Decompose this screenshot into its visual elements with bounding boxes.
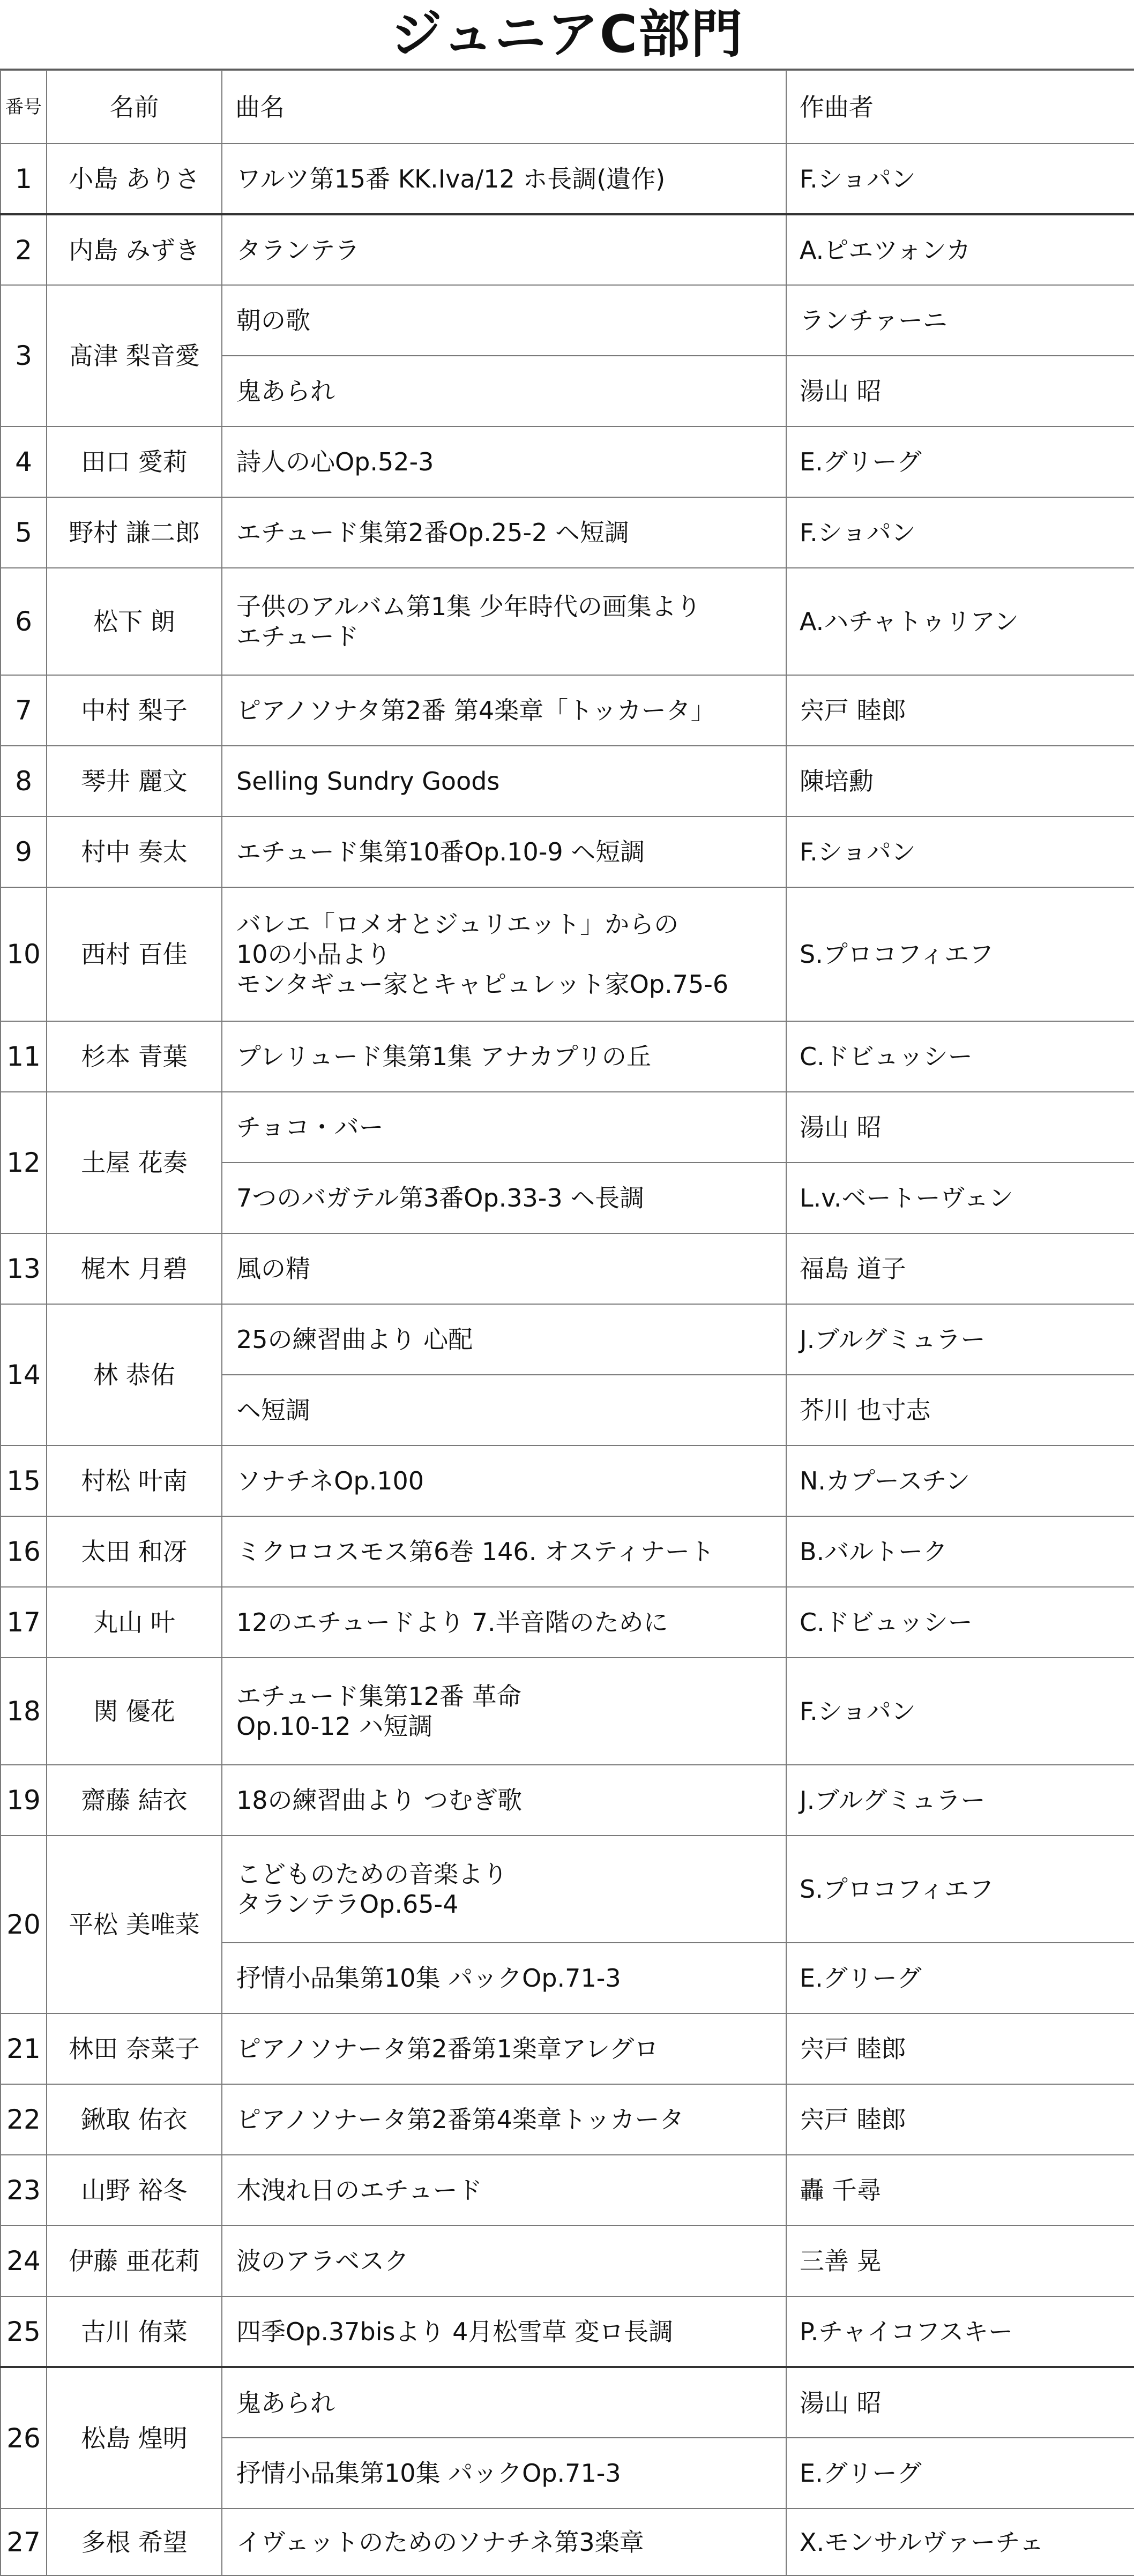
table-row xyxy=(1,2013,1134,2084)
piece-title: 風の精 xyxy=(222,1233,786,1304)
piece-title: ピアノソナータ第2番第1楽章アレグロ xyxy=(222,2013,786,2084)
composer-name: F.ショパン xyxy=(786,497,1134,568)
performer-name: 土屋 花奏 xyxy=(47,1092,222,1233)
table-row xyxy=(1,1836,1134,1943)
composer-name: ランチァーニ xyxy=(786,285,1134,356)
performer-name: 内島 みずき xyxy=(47,214,222,285)
table-row xyxy=(1,2084,1134,2155)
composer-name: F.ショパン xyxy=(786,817,1134,887)
piece-title: 抒情小品集第10集 パックOp.71-3 xyxy=(222,1943,786,2013)
performer-name: 田口 愛莉 xyxy=(47,426,222,497)
entry-number: 3 xyxy=(1,285,47,426)
entry-number: 16 xyxy=(1,1516,47,1587)
composer-name: 湯山 昭 xyxy=(786,2367,1134,2438)
performer-name: 杉本 青葉 xyxy=(47,1021,222,1092)
entry-number: 9 xyxy=(1,817,47,887)
table-row xyxy=(1,1233,1134,1304)
composer-name: A.ピエツォンカ xyxy=(786,214,1134,285)
piece-title: 12のエチュードより 7.半音階のために xyxy=(222,1587,786,1658)
composer-name: E.グリーグ xyxy=(786,1943,1134,2013)
composer-name: J.ブルグミュラー xyxy=(786,1304,1134,1375)
performer-name: 山野 裕冬 xyxy=(47,2155,222,2226)
piece-title: プレリュード集第1集 アナカプリの丘 xyxy=(222,1021,786,1092)
table-row xyxy=(1,2296,1134,2367)
table-row xyxy=(1,285,1134,356)
piece-title: エチュード集第12番 革命 Op.10-12 ハ短調 xyxy=(222,1658,786,1765)
performer-name: 松下 朗 xyxy=(47,568,222,675)
composer-name: 陳培勳 xyxy=(786,746,1134,817)
performer-name: 琴井 麗文 xyxy=(47,746,222,817)
composer-name: 三善 晃 xyxy=(786,2226,1134,2296)
table-row xyxy=(1,1516,1134,1587)
page-title: ジュニアC部門 xyxy=(0,0,1134,70)
entry-number: 21 xyxy=(1,2013,47,2084)
piece-title: 詩人の心Op.52-3 xyxy=(222,426,786,497)
table-row xyxy=(1,887,1134,1021)
piece-title: ミクロコスモス第6巻 146. オスティナート xyxy=(222,1516,786,1587)
composer-name: 湯山 昭 xyxy=(786,1092,1134,1163)
entry-number: 18 xyxy=(1,1658,47,1765)
header-composer: 作曲者 xyxy=(786,70,1134,144)
entry-number: 15 xyxy=(1,1446,47,1516)
piece-title: 7つのバガテル第3番Op.33-3 ヘ長調 xyxy=(222,1163,786,1233)
composer-name: 轟 千尋 xyxy=(786,2155,1134,2226)
table-row xyxy=(1,1658,1134,1765)
piece-title: 抒情小品集第10集 パックOp.71-3 xyxy=(222,2438,786,2508)
piece-title: ピアノソナータ第2番第4楽章トッカータ xyxy=(222,2084,786,2155)
table-row xyxy=(1,1092,1134,1163)
performer-name: 鍬取 佑衣 xyxy=(47,2084,222,2155)
composer-name: C.ドビュッシー xyxy=(786,1587,1134,1658)
composer-name: P.チャイコフスキー xyxy=(786,2296,1134,2367)
piece-title: 25の練習曲より 心配 xyxy=(222,1304,786,1375)
entry-number: 8 xyxy=(1,746,47,817)
header-piece: 曲名 xyxy=(222,70,786,144)
composer-name: J.ブルグミュラー xyxy=(786,1765,1134,1836)
performer-name: 平松 美唯菜 xyxy=(47,1836,222,2013)
table-row xyxy=(1,1021,1134,1092)
entry-number: 1 xyxy=(1,144,47,214)
composer-name: 芥川 也寸志 xyxy=(786,1375,1134,1446)
table-row xyxy=(1,214,1134,285)
table-row xyxy=(1,426,1134,497)
piece-title: チョコ・バー xyxy=(222,1092,786,1163)
composer-name: S.プロコフィエフ xyxy=(786,887,1134,1021)
composer-name: A.ハチャトゥリアン xyxy=(786,568,1134,675)
piece-title: エチュード集第2番Op.25-2 ヘ短調 xyxy=(222,497,786,568)
table-row xyxy=(1,2155,1134,2226)
performer-name: 村松 叶南 xyxy=(47,1446,222,1516)
composer-name: 宍戸 睦郎 xyxy=(786,2084,1134,2155)
entry-number: 13 xyxy=(1,1233,47,1304)
table-row xyxy=(1,144,1134,214)
entry-number: 19 xyxy=(1,1765,47,1836)
performer-name: 古川 侑菜 xyxy=(47,2296,222,2367)
table-row xyxy=(1,1765,1134,1836)
piece-title: ヘ短調 xyxy=(222,1375,786,1446)
performer-name: 伊藤 亜花莉 xyxy=(47,2226,222,2296)
entry-number: 17 xyxy=(1,1587,47,1658)
composer-name: X.モンサルヴァーチェ xyxy=(786,2508,1134,2575)
piece-title: 四季Op.37bisより 4月松雪草 変ロ長調 xyxy=(222,2296,786,2367)
composer-name: 福島 道子 xyxy=(786,1233,1134,1304)
performer-name: 齋藤 結衣 xyxy=(47,1765,222,1836)
table-row xyxy=(1,2226,1134,2296)
piece-title: イヴェットのためのソナチネ第3楽章 xyxy=(222,2508,786,2575)
performer-name: 林 恭佑 xyxy=(47,1304,222,1446)
piece-title: タランテラ xyxy=(222,214,786,285)
performer-name: 小島 ありさ xyxy=(47,144,222,214)
header-number: 番号 xyxy=(1,70,47,144)
piece-title: 波のアラベスク xyxy=(222,2226,786,2296)
table-row xyxy=(1,746,1134,817)
entry-number: 25 xyxy=(1,2296,47,2367)
piece-title: 朝の歌 xyxy=(222,285,786,356)
performer-name: 髙津 梨音愛 xyxy=(47,285,222,426)
piece-title: ワルツ第15番 KK.Iva/12 ホ長調(遺作) xyxy=(222,144,786,214)
table-body xyxy=(1,144,1134,2575)
piece-title: 鬼あられ xyxy=(222,356,786,426)
piece-title: 子供のアルバム第1集 少年時代の画集より エチュード xyxy=(222,568,786,675)
entry-number: 4 xyxy=(1,426,47,497)
table-row xyxy=(1,1587,1134,1658)
composer-name: 宍戸 睦郎 xyxy=(786,2013,1134,2084)
performer-name: 関 優花 xyxy=(47,1658,222,1765)
entry-number: 22 xyxy=(1,2084,47,2155)
entry-number: 24 xyxy=(1,2226,47,2296)
composer-name: 湯山 昭 xyxy=(786,356,1134,426)
piece-title: バレエ「ロメオとジュリエット」からの 10の小品より モンタギュー家とキャピュレット家Op.75-6 xyxy=(222,887,786,1021)
piece-title: エチュード集第10番Op.10-9 ヘ短調 xyxy=(222,817,786,887)
entry-number: 20 xyxy=(1,1836,47,2013)
table-row xyxy=(1,817,1134,887)
composer-name: C.ドビュッシー xyxy=(786,1021,1134,1092)
table-row xyxy=(1,497,1134,568)
composer-name: E.グリーグ xyxy=(786,426,1134,497)
composer-name: S.プロコフィエフ xyxy=(786,1836,1134,1943)
performer-name: 丸山 叶 xyxy=(47,1587,222,1658)
entry-number: 27 xyxy=(1,2508,47,2575)
performer-name: 中村 梨子 xyxy=(47,675,222,746)
entry-number: 2 xyxy=(1,214,47,285)
header-name: 名前 xyxy=(47,70,222,144)
composer-name: N.カプースチン xyxy=(786,1446,1134,1516)
entry-number: 10 xyxy=(1,887,47,1021)
program-table xyxy=(0,70,1134,2576)
performer-name: 太田 和冴 xyxy=(47,1516,222,1587)
piece-title: ピアノソナタ第2番 第4楽章「トッカータ」 xyxy=(222,675,786,746)
composer-name: F.ショパン xyxy=(786,1658,1134,1765)
performer-name: 松島 煌明 xyxy=(47,2367,222,2508)
table-row xyxy=(1,1446,1134,1516)
entry-number: 6 xyxy=(1,568,47,675)
table-row xyxy=(1,568,1134,675)
entry-number: 23 xyxy=(1,2155,47,2226)
piece-title: 木洩れ日のエチュード xyxy=(222,2155,786,2226)
composer-name: 宍戸 睦郎 xyxy=(786,675,1134,746)
entry-number: 5 xyxy=(1,497,47,568)
performer-name: 多根 希望 xyxy=(47,2508,222,2575)
piece-title: 18の練習曲より つむぎ歌 xyxy=(222,1765,786,1836)
entry-number: 14 xyxy=(1,1304,47,1446)
entry-number: 26 xyxy=(1,2367,47,2508)
composer-name: L.v.ベートーヴェン xyxy=(786,1163,1134,1233)
table-row xyxy=(1,1304,1134,1375)
performer-name: 村中 奏太 xyxy=(47,817,222,887)
composer-name: F.ショパン xyxy=(786,144,1134,214)
performer-name: 林田 奈菜子 xyxy=(47,2013,222,2084)
table-row xyxy=(1,2367,1134,2438)
performer-name: 西村 百佳 xyxy=(47,887,222,1021)
entry-number: 12 xyxy=(1,1092,47,1233)
composer-name: B.バルトーク xyxy=(786,1516,1134,1587)
table-row xyxy=(1,675,1134,746)
performer-name: 梶木 月碧 xyxy=(47,1233,222,1304)
entry-number: 7 xyxy=(1,675,47,746)
piece-title: Selling Sundry Goods xyxy=(222,746,786,817)
piece-title: ソナチネOp.100 xyxy=(222,1446,786,1516)
piece-title: こどものための音楽より タランテラOp.65-4 xyxy=(222,1836,786,1943)
table-row xyxy=(1,2508,1134,2575)
performer-name: 野村 謙二郎 xyxy=(47,497,222,568)
composer-name: E.グリーグ xyxy=(786,2438,1134,2508)
header-row xyxy=(1,70,1134,144)
piece-title: 鬼あられ xyxy=(222,2367,786,2438)
entry-number: 11 xyxy=(1,1021,47,1092)
